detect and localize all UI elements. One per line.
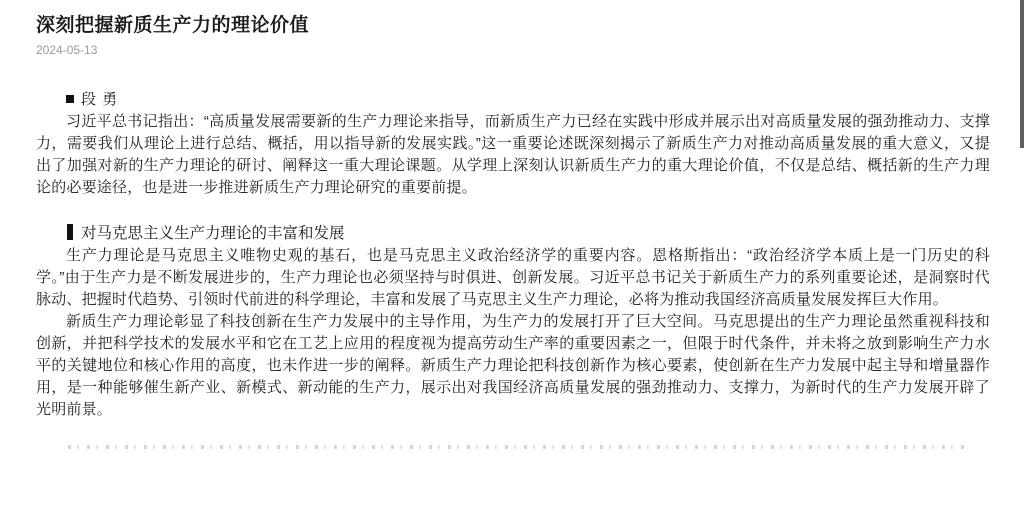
- page-title: 深刻把握新质生产力的理论价值: [36, 15, 310, 36]
- scrollbar[interactable]: [1018, 0, 1024, 532]
- heading-bar-icon: [67, 224, 73, 240]
- author-square-bullet-icon: [66, 95, 74, 103]
- section-heading: [67, 223, 990, 245]
- author-name: 段 勇: [81, 91, 119, 108]
- scrollbar-thumb[interactable]: [1020, 0, 1024, 148]
- paragraph-intro: 习近平总书记指出：“高质量发展需要新的生产力理论来指导，而新质生产力已经在实践中形成并展示出对高质量发展的强劲推动力、支撑力，需要我们从理论上进行总结、概括，用以指导新的发展实践。”这一重要论述既深刻揭示了新质生产力对推动高质量发展的重大意义，又提出了加强对新的生产力理论的研讨、阐释这一重大理论课题。从学理上深刻认识新质生产力的重大理论价值，不仅是总结、概括新的生产力理论的必要途径，也是进一步推进新质生产力理论研究的重要前提。: [36, 113, 990, 196]
- author-line: [66, 89, 990, 111]
- clipped-text-line: [68, 445, 968, 449]
- paragraph-sci-tech-innovation: 新质生产力理论彰显了科技创新在生产力发展中的主导作用，为生产力的发展打开了巨大空间。马克思提出的生产力理论虽然重视科技和创新，并把科学技术的发展水平和它在工艺上应用的程度视为提高劳动生产率的重要因素之一，但限于时代条件，并未将之放到影响生产力水平的关键地位和核心作用的高度，也未作进一步的阐释。新质生产力理论把科技创新作为核心要素，使创新在生产力发展中起主导和增量器作用，是一种能够催生新产业、新模式、新动能的生产力，展示出对我国经济高质量发展的强劲推动力、支撑力，为新时代的生产力发展开辟了光明前景。: [36, 313, 990, 418]
- paragraph-marxist-theory: 生产力理论是马克思主义唯物史观的基石，也是马克思主义政治经济学的重要内容。恩格斯指出：“政治经济学本质上是一门历史的科学。”由于生产力是不断发展进步的，生产力理论也必须坚持与时俱进、创新发展。习近平总书记关于新质生产力的系列重要论述，是洞察时代脉动、把握时代趋势、引领时代前进的科学理论，丰富和发展了马克思主义生产力理论，必将为推动我国经济高质量发展发挥巨大作用。: [36, 247, 990, 308]
- article-date: 2024-05-13: [36, 43, 98, 57]
- section-heading-text: 对马克思主义生产力理论的丰富和发展: [81, 225, 345, 242]
